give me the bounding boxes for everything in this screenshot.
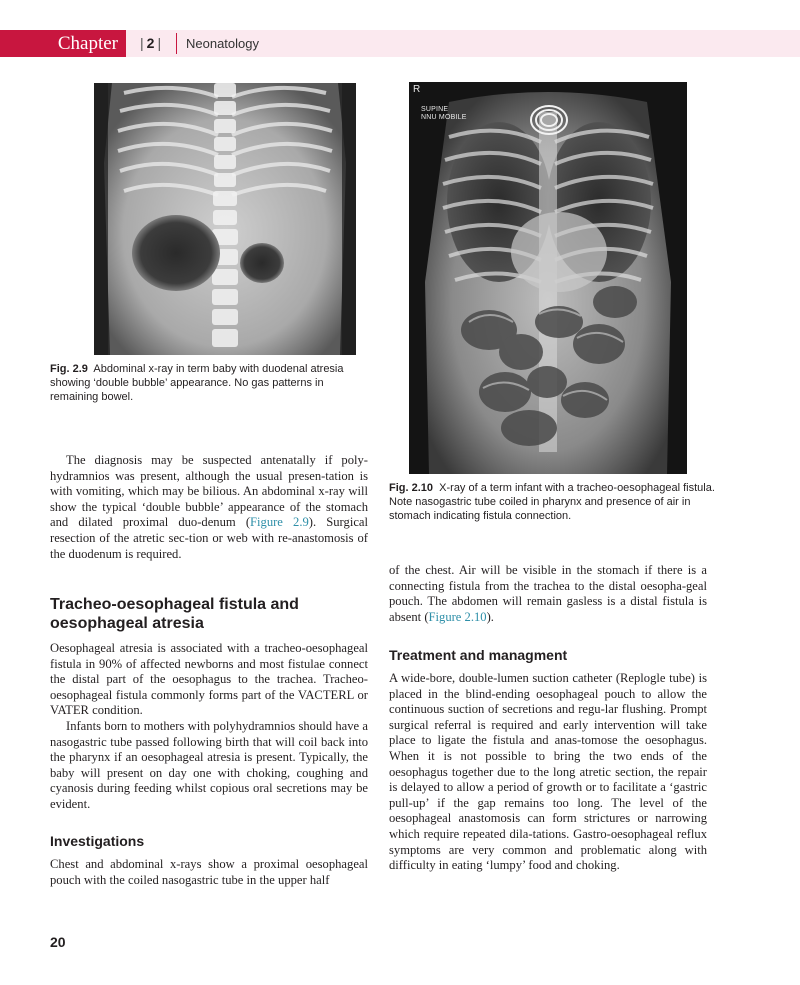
xray-unit-label: NNU MOBILE bbox=[421, 114, 467, 121]
paragraph-tof-presentation: Infants born to mothers with polyhydramnios should have a nasogastric tube passed following birth that will coil back into the pharynx if an oesophageal atresia is present. Typically, the baby will present on day one with choking, coughing and cyanosis during feeding whilst copious oral secretions may be evident. bbox=[50, 719, 368, 811]
figure-2-10-caption bbox=[389, 481, 719, 523]
paragraph-diagnosis: The diagnosis may be suspected antenatally if poly-hydramnios was present, although the usual presen-tation is with vomiting, which may be bilious. An abdominal x-ray will show the typical ‘double bubble’ appearance of the stomach and dilated proximal duo-denum (Figure 2.9). Surgical resection of the atretic sec-tion or web with re-anastomosis of the duodenum is required. bbox=[50, 453, 368, 561]
figure-2-10-caption-text: X-ray of a term infant with a tracheo-oesophageal fistula. Note nasogastric tube coiled in pharynx and presence of air in stomach indicating fistula connection. bbox=[389, 482, 715, 522]
figure-2-9-xray-image bbox=[94, 83, 356, 355]
figure-2-10-link[interactable]: Figure 2.10 bbox=[428, 609, 487, 624]
header-divider bbox=[176, 33, 177, 54]
xray-side-marker: R bbox=[413, 84, 421, 95]
heading-investigations: Investigations bbox=[50, 833, 145, 849]
paragraph-chest-findings: of the chest. Air will be visible in the stomach if there is a connecting fistula from the trachea to the distal oesopha-geal pouch. The abdomen will remain gasless is a distal fistula is absent (Figure 2.10). bbox=[389, 563, 707, 624]
figure-2-10-xray-image bbox=[409, 82, 687, 474]
running-header bbox=[0, 30, 800, 57]
figure-2-9-link[interactable]: Figure 2.9 bbox=[250, 515, 309, 530]
heading-tracheo-oesophageal-fistula: Tracheo-oesophageal fistula and oesophageal atresia bbox=[50, 596, 299, 632]
heading-treatment-and-management: Treatment and managment bbox=[389, 647, 568, 663]
xray-position-label: SUPINE bbox=[421, 106, 449, 113]
chapter-number: | 2 | bbox=[140, 35, 162, 51]
figure-2-9-caption bbox=[50, 362, 370, 404]
figure-2-9-caption-text: Abdominal x-ray in term baby with duodenal atresia showing ‘double bubble’ appearance. No gas patterns in remaining bowel. bbox=[50, 363, 344, 403]
figure-2-10-label: Fig. 2.10 bbox=[389, 482, 434, 494]
chapter-title: Neonatology bbox=[186, 36, 259, 51]
page-number: 20 bbox=[50, 934, 66, 950]
paragraph-investigations: Chest and abdominal x-rays show a proximal oesophageal pouch with the coiled nasogastric tube in the upper half bbox=[50, 857, 368, 887]
paragraph-tof-association: Oesophageal atresia is associated with a tracheo-oesophageal fistula in 90% of affected newborns and most fistulae connect the distal part of the oesophagus to the trachea. Tracheo-oesophageal fistula commonly forms part of the VACTERL or VATER condition. bbox=[50, 641, 368, 718]
chapter-label: Chapter bbox=[0, 30, 126, 57]
paragraph-treatment: A wide-bore, double-lumen suction catheter (Replogle tube) is placed in the blind-ending oesophageal pouch to allow the continuous suction of secretions and regu-lar flushing. Prompt surgical referral is required and early intervention will take place to ligate the fistula and anas-tomose the oesophagus. When it is not possible to bring the two ends of the oesophagus together due to the long atretic section, the repair is delayed to allow a period of growth or to facilitate a ‘gastric pull-up’ if the gap remains too long. The level of the oesophageal anastomosis can form strictures or narrowing which require repeated dila-tations. Gastro-oesophageal reflux symptoms are very common and problematic along with difficulty in eating ‘lumpy’ food and choking. bbox=[389, 671, 707, 873]
figure-2-9-label: Fig. 2.9 bbox=[50, 363, 88, 375]
